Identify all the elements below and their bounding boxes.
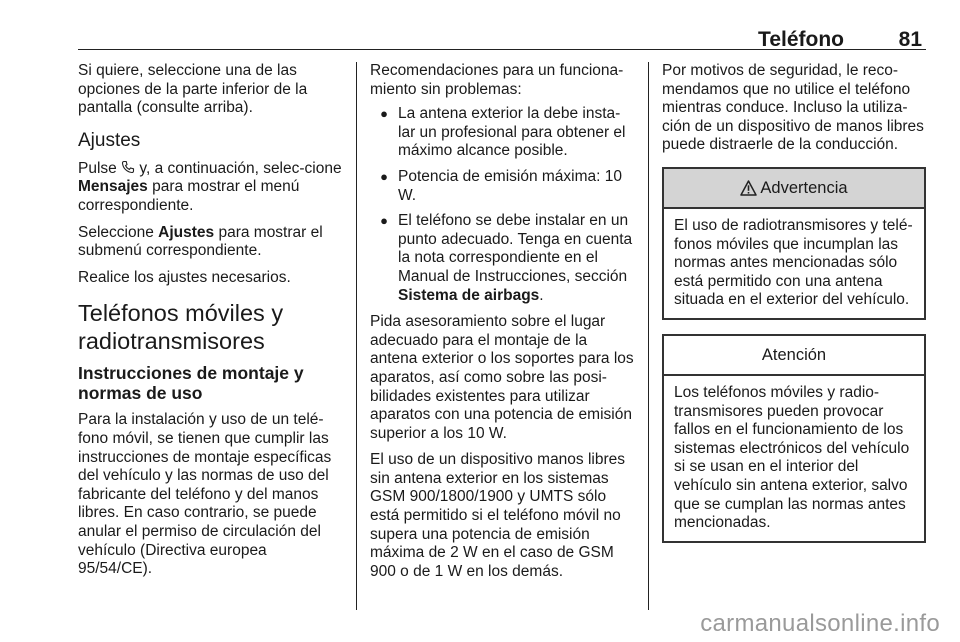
page-header (78, 20, 926, 50)
warning-body: El uso de radiotransmisores y telé-fonos móviles que incumplan las normas antes mencionadas sólo está permitido con una antena situada en el exterior del vehículo. (674, 216, 913, 309)
list-item-text: Potencia de emisión máxima: 10 W. (398, 167, 623, 204)
column-2 (370, 62, 634, 589)
handsfree-paragraph: El uso de un dispositivo manos libres sin antena exterior en los sistemas GSM 900/1800/1900 y UMTS sólo está permitido si el teléfono móvil no supera una potencia de emisión máxima de 2 W en el caso de GSM 900 o de 1 W en los demás. (370, 451, 626, 580)
page-number: 81 (898, 28, 922, 51)
warning-triangle-icon (740, 180, 757, 196)
list-item (370, 105, 634, 161)
ajustes-paragraph-1 (78, 160, 344, 216)
warning-box-header (664, 169, 924, 209)
warning-title: Advertencia (760, 178, 848, 197)
column-1 (78, 62, 344, 587)
warning-box (662, 167, 926, 320)
column-divider-2 (648, 62, 649, 610)
bullet-icon: ● (380, 106, 388, 122)
list-item-text (398, 212, 634, 305)
ajustes-p2-a: Seleccione (78, 223, 159, 241)
list-item (370, 212, 634, 305)
list-item-text-b: . (539, 286, 544, 304)
bullet-icon: ● (380, 213, 388, 229)
ajustes-p1-c: para mostrar el menú correspondiente. (78, 178, 300, 214)
list-item-text-a: El teléfono se debe instalar en un punto adecuado. Tenga en cuenta la nota correspondiente en el Manual de Instrucciones, sección (398, 212, 633, 285)
intro-paragraph: Si quiere, seleccione una de las opciones de la parte inferior de la pantalla (consulte arriba). (78, 62, 308, 117)
recommendations-list (370, 105, 634, 305)
list-item (370, 168, 634, 205)
subsection-heading: Instrucciones de montaje y normas de uso (78, 363, 304, 404)
column-divider-1 (356, 62, 357, 610)
notice-body: Los teléfonos móviles y radio-transmisores pueden provocar fallos en el funcionamiento de los sistemas electrónicos del vehículo si se usan en el interior del vehículo sin antena exterior, salvo que se cumplan las normas antes mencionadas. (674, 383, 910, 532)
ajustes-p2-b: para mostrar el submenú correspondiente. (78, 223, 323, 260)
phone-icon (121, 160, 135, 174)
list-item-text: La antena exterior la debe insta-lar un profesional para obtener el máximo alcance posible. (398, 105, 626, 160)
column-3 (662, 62, 926, 557)
notice-box (662, 334, 926, 543)
watermark: carmanualsonline.info (700, 610, 940, 637)
bullet-icon: ● (380, 168, 388, 184)
ajustes-paragraph-3: Realice los ajustes necesarios. (78, 268, 291, 286)
ajustes-term: Ajustes (158, 223, 215, 241)
section-heading: Teléfonos móviles y radiotransmisores (78, 300, 284, 355)
ajustes-p1-a: Pulse (78, 159, 117, 177)
notice-box-header (664, 336, 924, 376)
notice-title: Atención (761, 345, 827, 364)
advice-paragraph: Pida asesoramiento sobre el lugar adecuado para el montaje de la antena exterior o los soportes para los aparatos, así como sobre las posi-bilidades existentes para utilizar aparatos con una potencia de emisión superior a los 10 W. (370, 313, 634, 442)
ajustes-p1-b: y, a continuación, selec-cione (135, 159, 342, 177)
safety-paragraph: Por motivos de seguridad, le reco-mendamos que no utilice el teléfono mientras conduce. Incluso la utiliza-ción de un dispositivo de manos libres puede distraerle de la conducción. (662, 62, 924, 154)
installation-paragraph: Para la instalación y uso de un telé-fono móvil, se tienen que cumplir las instrucciones de montaje específicas del vehículo y las normas de uso del fabricante del teléfono y del manos libres. En caso contrario, se puede anular el permiso de circulación del vehículo (Directiva europea 95/54/CE). (78, 411, 332, 578)
ajustes-heading: Ajustes (78, 129, 141, 151)
ajustes-paragraph-2 (78, 224, 344, 261)
recommendations-intro: Recomendaciones para un funciona-miento sin problemas: (370, 62, 624, 98)
page-title: Teléfono (758, 28, 844, 51)
airbag-section-term: Sistema de airbags (398, 286, 540, 304)
mensajes-term: Mensajes (78, 178, 148, 196)
